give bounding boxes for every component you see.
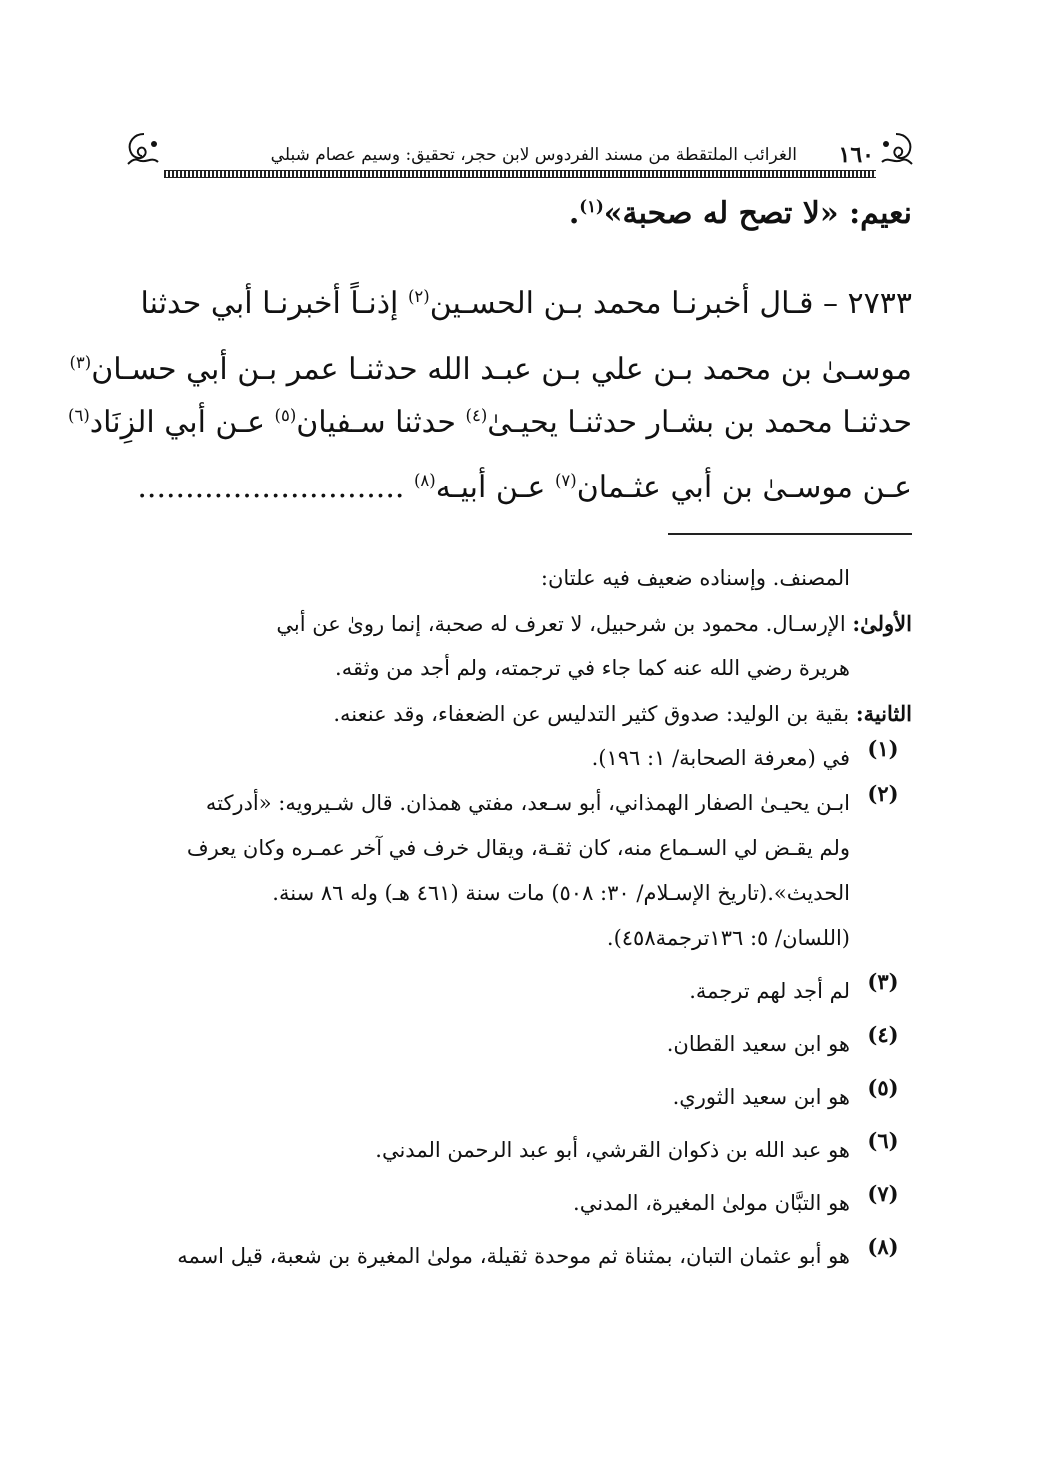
footnote-5: (٥) هو ابن سعيد الثوري. [132, 1075, 912, 1120]
footnote-4: (٤) هو ابن سعيد القطان. [132, 1022, 912, 1067]
footnote-number: (٨) [867, 1234, 899, 1259]
footnote-8: (٨) هو أبو عثمان التبان، بمثناة ثم موحدة ثقيلة، مولىٰ المغيرة بن شعبة، قيل اسمه [132, 1234, 912, 1279]
footnotes [132, 556, 912, 1279]
continuation-dots: ............................ [137, 470, 405, 505]
footnote-3: (٣) لم أجد لهم ترجمة. [132, 969, 912, 1014]
note-first: الأولىٰ: الإرسـال. محمود بن شرحبيل، لا تعرف له صحبة، إنما روىٰ عن أبي [276, 611, 912, 636]
text-line-continuation: نعيم: «لا تصح له صحبة»$^{(١)}$. [568, 196, 912, 231]
page-number: ١٦٠ [838, 142, 874, 168]
hadith-line-4: عـن موسـىٰ بن أبي عثـمان$^{(٧)}$ عـن أبيـه$^{(٨)}$ ............................ [137, 470, 912, 505]
footnote-number: (٧) [867, 1181, 899, 1206]
hadith-number: ٢٧٣٣ – [823, 286, 912, 321]
footnote-separator [668, 533, 912, 535]
footnote-number: (٥) [867, 1075, 899, 1100]
footnote-7: (٧) هو التبَّان مولىٰ المغيرة، المدني. [132, 1181, 912, 1226]
footnote-number: (٦) [867, 1128, 899, 1153]
hadith-line-2: موسـىٰ بن محمد بـن علي بـن عبـد الله حدثنـا عمر بـن أبي حسـان$^{(٣)}$ [69, 352, 912, 387]
hadith-line-3: حدثنـا محمد بن بشـار حدثنـا يحيـىٰ$^{(٤)}$ حدثنا سـفيان$^{(٥)}$ عـن أبي الزِنَاد$^{(٦)}$ [68, 405, 912, 440]
footnote-number: (٤) [867, 1022, 899, 1047]
ornament-right-icon [876, 130, 916, 168]
footnote-number: (٣) [867, 969, 899, 994]
running-header [128, 128, 912, 178]
footnote-6: (٦) هو عبد الله بن ذكوان القرشي، أبو عبد الرحمن المدني. [132, 1128, 912, 1173]
hadith-line-1: ٢٧٣٣ – قـال أخبرنـا محمد بـن الحسـين$^{(٢)}$ إذنـاً أخبرنـا أبي حدثنا [140, 286, 912, 321]
note-first-cont: هريرة رضي الله عنه كما جاء في ترجمته، ولم أجد من وثقه. [335, 656, 850, 680]
footnote-2: (٢) ابـن يحيـىٰ الصفار الهمذاني، أبو سـعد، مفتي همذان. قال شـيرويه: «أدركته ولم يقـض لي السـماع منه، كان ثقـة، ويقال خرف في آخر عمـره وكان يعرف الحديث».(تاريخ الإسـلام/ ٣٠: ٥٠٨) مات سنة (٤٦١ هـ) وله ٨٦ سنة. (اللسان/ ٥: ١٣٦ترجمة٤٥٨). [132, 781, 912, 961]
footnote-number: (١) [867, 736, 899, 761]
header-rule [164, 170, 876, 178]
header-title: الغرائب الملتقطة من مسند الفردوس لابن حجر، تحقيق: وسيم عصام شبلي [270, 145, 797, 165]
note-second: الثانية: بقية بن الوليد: صدوق كثير التدليس عن الضعفاء، وقد عنعنه. [333, 701, 912, 726]
ornament-left-icon [124, 130, 164, 168]
footnote-number: (٢) [867, 781, 899, 806]
note-intro: المصنف. وإسناده ضعيف فيه علتان: [540, 566, 850, 590]
footnote-1: (١) في (معرفة الصحابة/ ١: ١٩٦). [132, 736, 912, 781]
